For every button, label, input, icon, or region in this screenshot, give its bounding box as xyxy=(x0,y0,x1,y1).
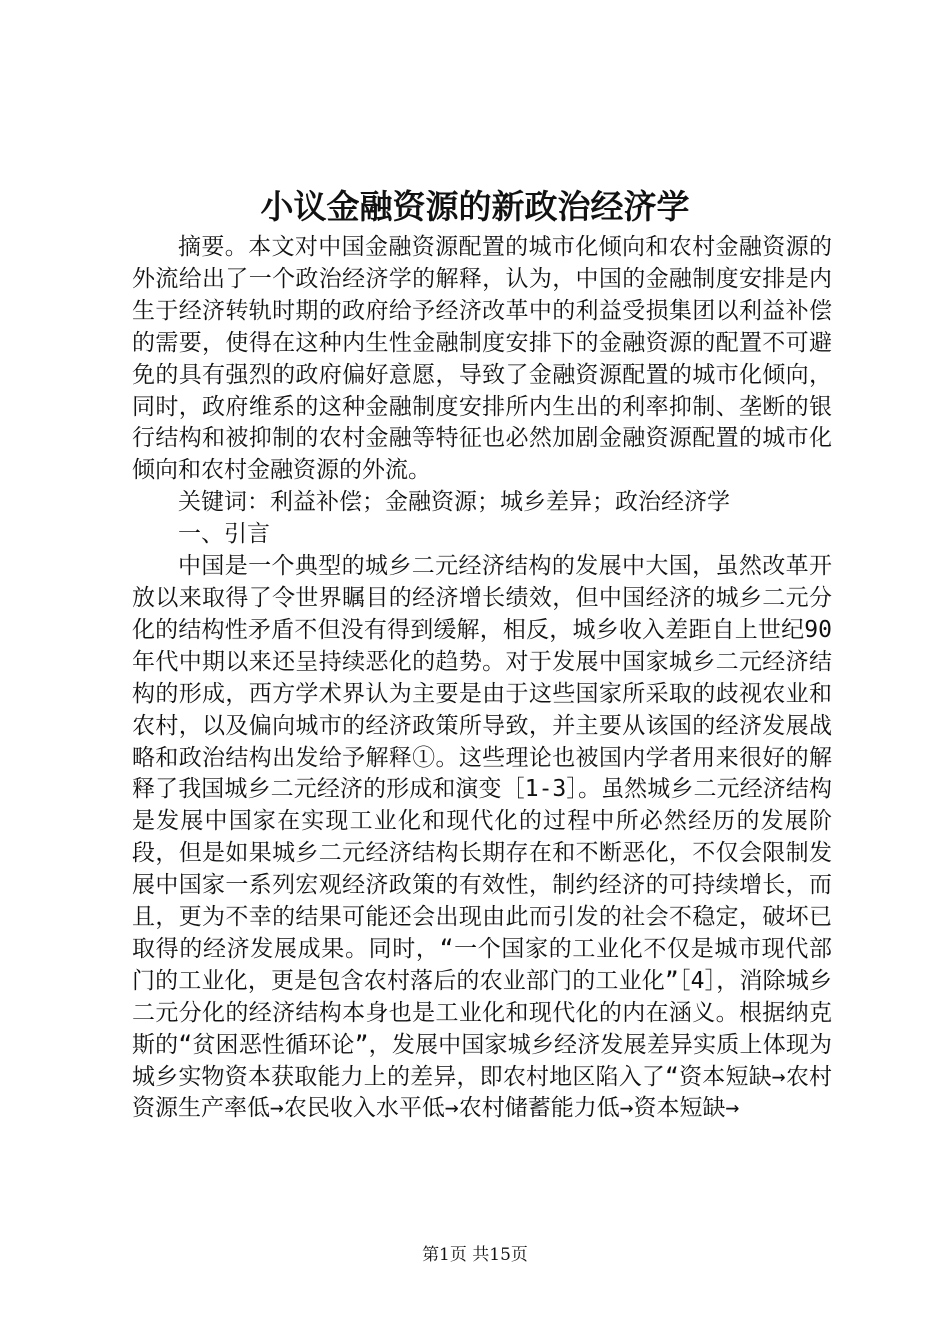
keywords-line: 关键词：利益补偿；金融资源；城乡差异；政治经济学 xyxy=(178,489,730,516)
section-heading: 一、引言 xyxy=(178,521,270,548)
document-title: 小议金融资源的新政治经济学 xyxy=(260,187,690,226)
page-footer: 第1页 共15页 xyxy=(422,1245,528,1265)
document-body xyxy=(132,232,832,1125)
abstract-paragraph: 摘要。本文对中国金融资源配置的城市化倾向和农村金融资源的外流给出了一个政治经济学的解释，认为，中国的金融制度安排是内生于经济转轨时期的政府给予经济改革中的利益受损集团以利益补偿的需要，使得在这种内生性金融制度安排下的金融资源的配置不可避免的具有强烈的政府偏好意愿，导致了金融资源配置的城市化倾向，同时，政府维系的这种金融制度安排所内生出的利率抑制、垄断的银行结构和被抑制的农村金融等特征也必然加剧金融资源配置的城市化倾向和农村金融资源的外流。 xyxy=(132,234,832,484)
body-paragraph: 中国是一个典型的城乡二元经济结构的发展中大国，虽然改革开放以来取得了令世界瞩目的经济增长绩效，但中国经济的城乡二元分化的结构性矛盾不但没有得到缓解，相反，城乡收入差距自上世纪90年代中期以来还呈持续恶化的趋势。对于发展中国家城乡二元经济结构的形成，西方学术界认为主要是由于这些国家所采取的歧视农业和农村，以及偏向城市的经济政策所导致，并主要从该国的经济发展战略和政治结构出发给予解释①。这些理论也被国内学者用来很好的解释了我国城乡二元经济的形成和演变［1-3］。虽然城乡二元经济结构是发展中国家在实现工业化和现代化的过程中所必然经历的发展阶段，但是如果城乡二元经济结构长期存在和不断恶化，不仅会限制发展中国家一系列宏观经济政策的有效性，制约经济的可持续增长，而且，更为不幸的结果可能还会出现由此而引发的社会不稳定，破坏已取得的经济发展成果。同时，“一个国家的工业化不仅是城市现代部门的工业化，更是包含农村落后的农业部门的工业化”［4］，消除城乡二元分化的经济结构本身也是工业化和现代化的内在涵义。根据纳克斯的“贫困恶性循环论”，发展中国家城乡经济发展差异实质上体现为城乡实物资本获取能力上的差异，即农村地区陷入了“资本短缺→农村资源生产率低→农民收入水平低→农村储蓄能力低→资本短缺→ xyxy=(132,553,832,1122)
